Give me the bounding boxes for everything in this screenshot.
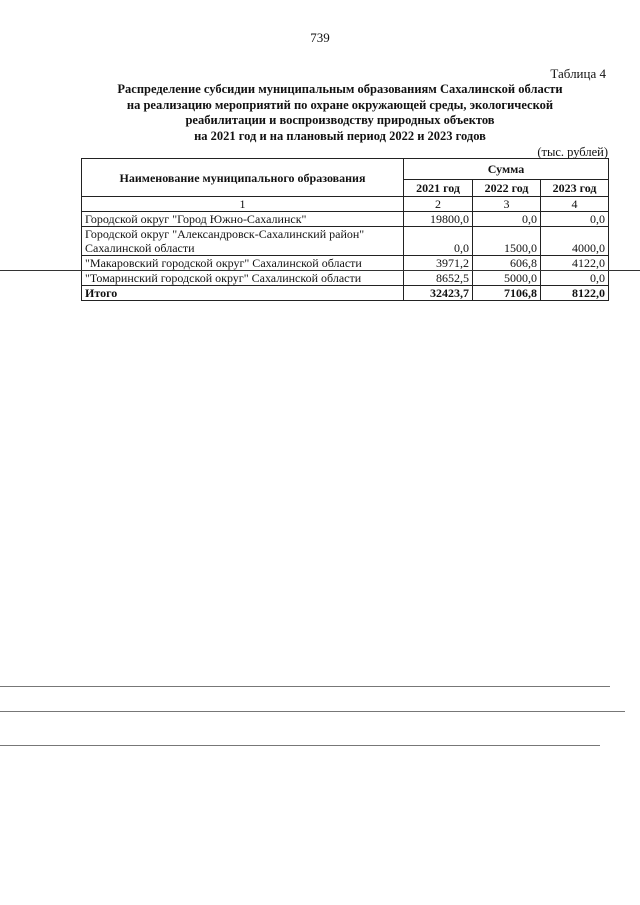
table-row — [82, 271, 609, 286]
total-2023: 8122,0 — [541, 286, 609, 301]
cell-2021: 0,0 — [404, 227, 473, 256]
index-row — [82, 197, 609, 212]
column-header-year: 2023 год — [541, 180, 609, 197]
cell-2023: 4000,0 — [541, 227, 609, 256]
total-label: Итого — [82, 286, 404, 301]
row-name: "Томаринский городской округ" Сахалинской области — [82, 271, 404, 286]
total-2022: 7106,8 — [473, 286, 541, 301]
total-row — [82, 286, 609, 301]
cell-2023: 0,0 — [541, 212, 609, 227]
cell-2021: 8652,5 — [404, 271, 473, 286]
subsidy-table — [81, 158, 609, 301]
title-line: на реализацию мероприятий по охране окружающей среды, экологической — [126, 97, 554, 112]
title-line: реабилитации и воспроизводству природных объектов — [185, 113, 495, 127]
row-name: "Макаровский городской округ" Сахалинской области — [82, 256, 404, 271]
column-index: 4 — [541, 197, 609, 212]
table-row — [82, 256, 609, 271]
cell-2023: 4122,0 — [541, 256, 609, 271]
title-line: Распределение субсидии муниципальным образованиям Сахалинской области — [117, 82, 563, 96]
title-line: на 2021 год и на плановый период 2022 и 2023 годов — [194, 128, 486, 143]
cell-2022: 0,0 — [473, 212, 541, 227]
cell-2021: 3971,2 — [404, 256, 473, 271]
table-row — [82, 227, 609, 256]
scan-rule-line — [0, 711, 625, 712]
strikethrough-line — [0, 270, 640, 271]
row-name: Городской округ "Город Южно-Сахалинск" — [82, 212, 404, 227]
document-title — [70, 82, 610, 144]
cell-2022: 1500,0 — [473, 227, 541, 256]
row-name: Городской округ "Александровск-Сахалинский район" Сахалинской области — [82, 227, 404, 256]
table-label: Таблица 4 — [550, 66, 606, 81]
cell-2021: 19800,0 — [404, 212, 473, 227]
column-header-sum: Сумма — [404, 159, 609, 180]
total-2021: 32423,7 — [404, 286, 473, 301]
scan-rule-line — [0, 686, 610, 687]
cell-2023: 0,0 — [541, 271, 609, 286]
scan-rule-line — [0, 745, 600, 746]
cell-2022: 5000,0 — [473, 271, 541, 286]
units-label: (тыс. рублей) — [537, 145, 608, 159]
table-row — [82, 212, 609, 227]
column-index: 1 — [82, 197, 404, 212]
column-header-year: 2022 год — [473, 180, 541, 197]
column-header-year: 2021 год — [404, 180, 473, 197]
column-index: 3 — [473, 197, 541, 212]
column-header-name: Наименование муниципального образования — [82, 159, 404, 197]
page-number: 739 — [310, 30, 330, 45]
cell-2022: 606,8 — [473, 256, 541, 271]
column-index: 2 — [404, 197, 473, 212]
